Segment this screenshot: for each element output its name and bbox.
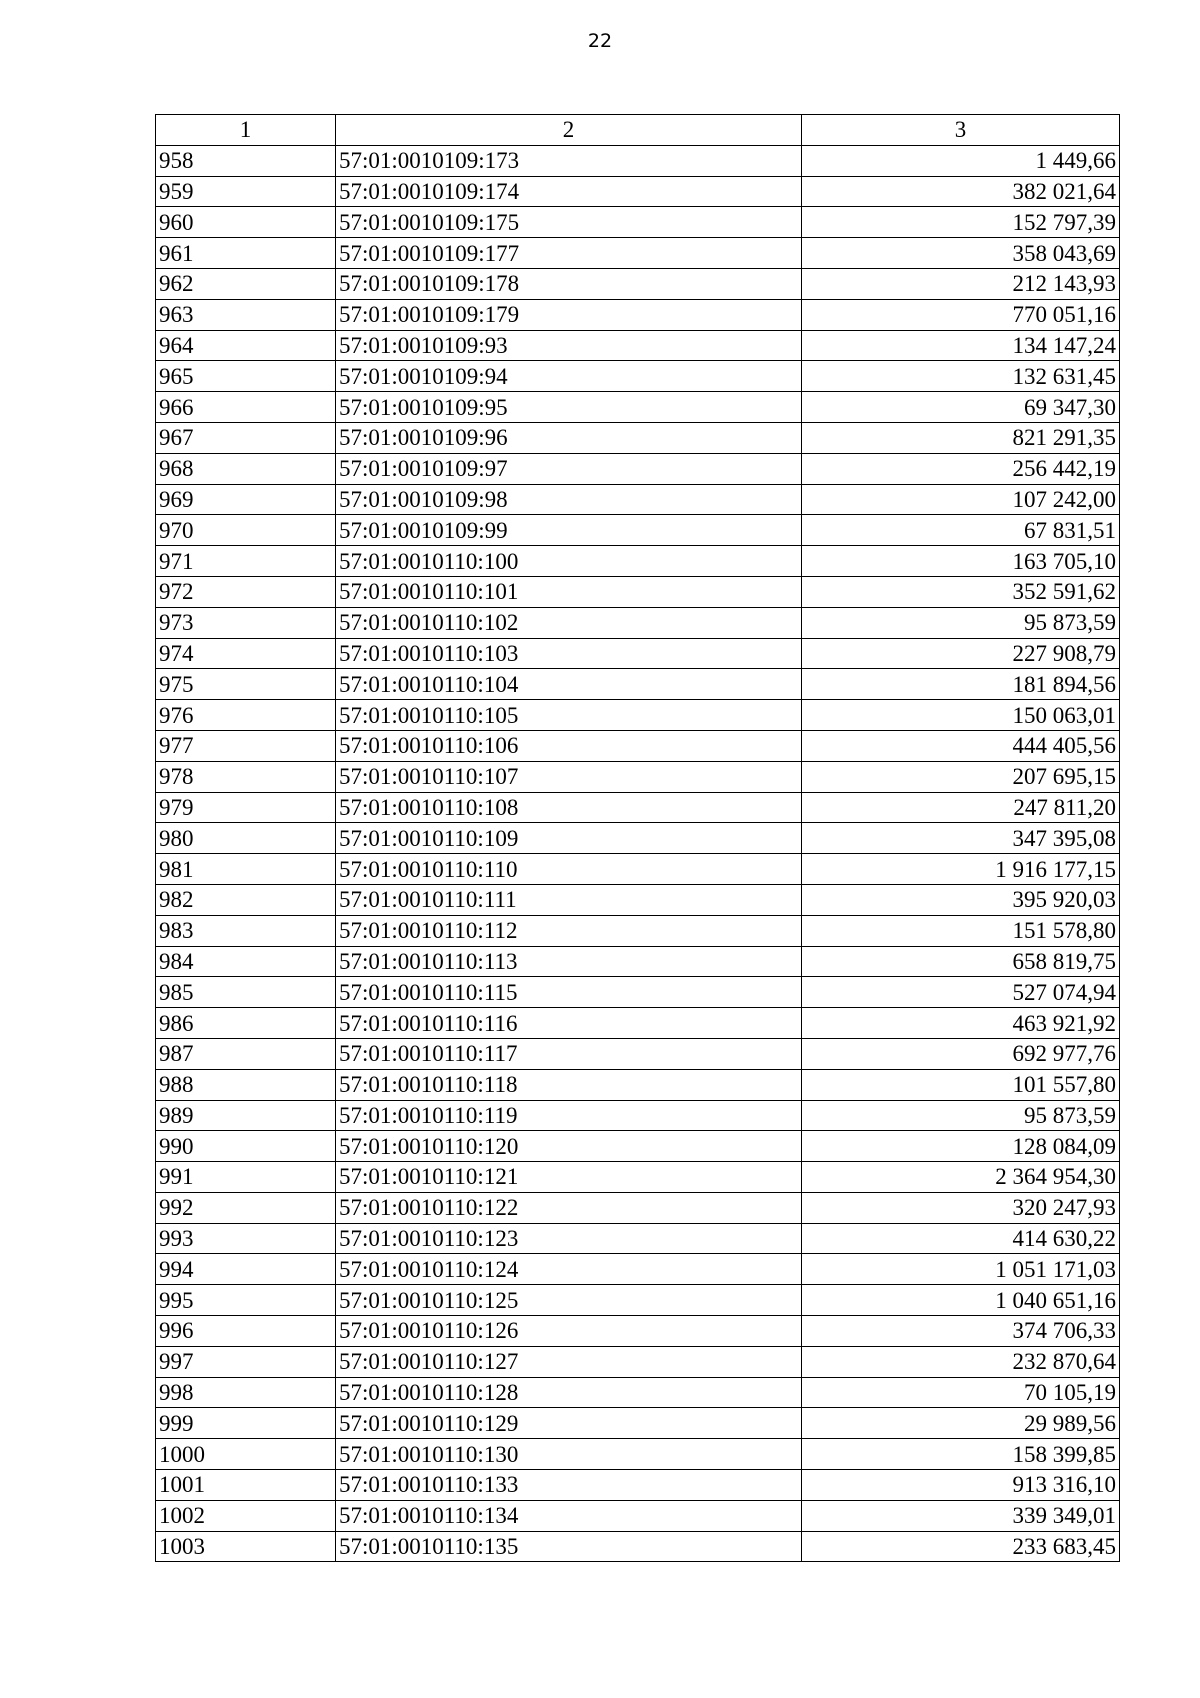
row-number-cell: 963 <box>156 299 336 330</box>
cadastral-value-cell: 770 051,16 <box>802 299 1120 330</box>
cadastral-number-cell: 57:01:0010110:121 <box>336 1162 802 1193</box>
row-number-cell: 974 <box>156 638 336 669</box>
row-number-cell: 994 <box>156 1254 336 1285</box>
column-header-3: 3 <box>802 115 1120 146</box>
row-number-cell: 971 <box>156 546 336 577</box>
row-number-cell: 969 <box>156 484 336 515</box>
table-row <box>156 823 1120 854</box>
row-number-cell: 960 <box>156 207 336 238</box>
row-number-cell: 973 <box>156 607 336 638</box>
table-row <box>156 1470 1120 1501</box>
cadastral-value-cell: 107 242,00 <box>802 484 1120 515</box>
row-number-cell: 967 <box>156 422 336 453</box>
table-row <box>156 1192 1120 1223</box>
cadastral-number-cell: 57:01:0010110:112 <box>336 915 802 946</box>
row-number-cell: 981 <box>156 854 336 885</box>
row-number-cell: 980 <box>156 823 336 854</box>
table-row <box>156 1408 1120 1439</box>
row-number-cell: 979 <box>156 792 336 823</box>
table-row <box>156 330 1120 361</box>
table-row <box>156 884 1120 915</box>
cadastral-number-cell: 57:01:0010110:135 <box>336 1531 802 1562</box>
cadastral-value-cell: 101 557,80 <box>802 1069 1120 1100</box>
table-row <box>156 453 1120 484</box>
cadastral-value-cell: 1 051 171,03 <box>802 1254 1120 1285</box>
row-number-cell: 972 <box>156 576 336 607</box>
header-row <box>156 115 1120 146</box>
table-row <box>156 700 1120 731</box>
row-number-cell: 961 <box>156 238 336 269</box>
row-number-cell: 965 <box>156 361 336 392</box>
table-row <box>156 1316 1120 1347</box>
cadastral-number-cell: 57:01:0010109:179 <box>336 299 802 330</box>
row-number-cell: 978 <box>156 761 336 792</box>
cadastral-number-cell: 57:01:0010109:99 <box>336 515 802 546</box>
cadastral-number-cell: 57:01:0010109:94 <box>336 361 802 392</box>
cadastral-value-cell: 2 364 954,30 <box>802 1162 1120 1193</box>
cadastral-number-cell: 57:01:0010110:104 <box>336 669 802 700</box>
row-number-cell: 992 <box>156 1192 336 1223</box>
table-row <box>156 576 1120 607</box>
cadastral-value-cell: 256 442,19 <box>802 453 1120 484</box>
table-row <box>156 854 1120 885</box>
cadastral-number-cell: 57:01:0010110:120 <box>336 1131 802 1162</box>
table-row <box>156 422 1120 453</box>
row-number-cell: 983 <box>156 915 336 946</box>
cadastral-number-cell: 57:01:0010110:118 <box>336 1069 802 1100</box>
row-number-cell: 988 <box>156 1069 336 1100</box>
cadastral-value-cell: 414 630,22 <box>802 1223 1120 1254</box>
row-number-cell: 993 <box>156 1223 336 1254</box>
cadastral-number-cell: 57:01:0010109:95 <box>336 392 802 423</box>
table-row <box>156 515 1120 546</box>
cadastral-value-cell: 207 695,15 <box>802 761 1120 792</box>
row-number-cell: 985 <box>156 977 336 1008</box>
column-header-1: 1 <box>156 115 336 146</box>
table-row <box>156 1439 1120 1470</box>
cadastral-value-cell: 134 147,24 <box>802 330 1120 361</box>
cadastral-value-cell: 95 873,59 <box>802 1100 1120 1131</box>
cadastral-number-cell: 57:01:0010110:110 <box>336 854 802 885</box>
table-row <box>156 299 1120 330</box>
cadastral-number-cell: 57:01:0010110:134 <box>336 1500 802 1531</box>
row-number-cell: 984 <box>156 946 336 977</box>
cadastral-number-cell: 57:01:0010109:178 <box>336 268 802 299</box>
cadastral-number-cell: 57:01:0010110:105 <box>336 700 802 731</box>
cadastral-value-cell: 339 349,01 <box>802 1500 1120 1531</box>
row-number-cell: 977 <box>156 730 336 761</box>
cadastral-number-cell: 57:01:0010110:124 <box>336 1254 802 1285</box>
table-row <box>156 361 1120 392</box>
cadastral-number-cell: 57:01:0010110:116 <box>336 1008 802 1039</box>
cadastral-value-cell: 29 989,56 <box>802 1408 1120 1439</box>
cadastral-value-cell: 151 578,80 <box>802 915 1120 946</box>
table-row <box>156 207 1120 238</box>
table-row <box>156 1285 1120 1316</box>
table-row <box>156 638 1120 669</box>
cadastral-value-cell: 181 894,56 <box>802 669 1120 700</box>
table-row <box>156 1223 1120 1254</box>
cadastral-number-cell: 57:01:0010110:106 <box>336 730 802 761</box>
table-row <box>156 1500 1120 1531</box>
table-row <box>156 1254 1120 1285</box>
table-row <box>156 546 1120 577</box>
cadastral-number-cell: 57:01:0010109:98 <box>336 484 802 515</box>
table-row <box>156 946 1120 977</box>
row-number-cell: 991 <box>156 1162 336 1193</box>
cadastral-value-cell: 233 683,45 <box>802 1531 1120 1562</box>
cadastral-number-cell: 57:01:0010110:102 <box>336 607 802 638</box>
cadastral-number-cell: 57:01:0010110:107 <box>336 761 802 792</box>
cadastral-number-cell: 57:01:0010109:175 <box>336 207 802 238</box>
table-row <box>156 1100 1120 1131</box>
cadastral-number-cell: 57:01:0010110:111 <box>336 884 802 915</box>
row-number-cell: 986 <box>156 1008 336 1039</box>
row-number-cell: 962 <box>156 268 336 299</box>
table-row <box>156 145 1120 176</box>
cadastral-value-cell: 527 074,94 <box>802 977 1120 1008</box>
cadastral-value-cell: 352 591,62 <box>802 576 1120 607</box>
row-number-cell: 989 <box>156 1100 336 1131</box>
row-number-cell: 1002 <box>156 1500 336 1531</box>
cadastral-number-cell: 57:01:0010109:93 <box>336 330 802 361</box>
cadastral-number-cell: 57:01:0010110:125 <box>336 1285 802 1316</box>
table-row <box>156 730 1120 761</box>
row-number-cell: 968 <box>156 453 336 484</box>
table-row <box>156 1069 1120 1100</box>
cadastral-number-cell: 57:01:0010109:97 <box>336 453 802 484</box>
table-row <box>156 1377 1120 1408</box>
column-header-2: 2 <box>336 115 802 146</box>
cadastral-value-cell: 1 040 651,16 <box>802 1285 1120 1316</box>
cadastral-value-cell: 227 908,79 <box>802 638 1120 669</box>
table-body <box>156 145 1120 1562</box>
cadastral-value-cell: 70 105,19 <box>802 1377 1120 1408</box>
cadastral-number-cell: 57:01:0010110:122 <box>336 1192 802 1223</box>
cadastral-number-cell: 57:01:0010110:100 <box>336 546 802 577</box>
cadastral-value-cell: 374 706,33 <box>802 1316 1120 1347</box>
table-row <box>156 1531 1120 1562</box>
table-row <box>156 392 1120 423</box>
cadastral-number-cell: 57:01:0010110:109 <box>336 823 802 854</box>
table-row <box>156 792 1120 823</box>
table-row <box>156 1131 1120 1162</box>
table-row <box>156 1346 1120 1377</box>
cadastral-number-cell: 57:01:0010110:119 <box>336 1100 802 1131</box>
cadastral-value-cell: 1 916 177,15 <box>802 854 1120 885</box>
cadastral-value-cell: 67 831,51 <box>802 515 1120 546</box>
cadastral-number-cell: 57:01:0010110:101 <box>336 576 802 607</box>
row-number-cell: 1000 <box>156 1439 336 1470</box>
cadastral-number-cell: 57:01:0010110:113 <box>336 946 802 977</box>
row-number-cell: 987 <box>156 1038 336 1069</box>
table-row <box>156 238 1120 269</box>
row-number-cell: 959 <box>156 176 336 207</box>
cadastral-value-cell: 444 405,56 <box>802 730 1120 761</box>
table-header <box>156 115 1120 146</box>
table-row <box>156 761 1120 792</box>
cadastral-value-cell: 347 395,08 <box>802 823 1120 854</box>
cadastral-value-cell: 128 084,09 <box>802 1131 1120 1162</box>
cadastral-value-cell: 382 021,64 <box>802 176 1120 207</box>
cadastral-value-cell: 69 347,30 <box>802 392 1120 423</box>
table-row <box>156 1162 1120 1193</box>
row-number-cell: 966 <box>156 392 336 423</box>
cadastral-value-cell: 358 043,69 <box>802 238 1120 269</box>
table-row <box>156 1038 1120 1069</box>
row-number-cell: 976 <box>156 700 336 731</box>
row-number-cell: 982 <box>156 884 336 915</box>
cadastral-number-cell: 57:01:0010110:129 <box>336 1408 802 1439</box>
table-row <box>156 915 1120 946</box>
cadastral-number-cell: 57:01:0010110:123 <box>336 1223 802 1254</box>
cadastral-value-cell: 247 811,20 <box>802 792 1120 823</box>
cadastral-number-cell: 57:01:0010109:177 <box>336 238 802 269</box>
cadastral-number-cell: 57:01:0010110:103 <box>336 638 802 669</box>
cadastral-number-cell: 57:01:0010110:126 <box>336 1316 802 1347</box>
cadastral-value-cell: 150 063,01 <box>802 700 1120 731</box>
cadastral-value-cell: 1 449,66 <box>802 145 1120 176</box>
cadastral-number-cell: 57:01:0010110:128 <box>336 1377 802 1408</box>
table-row <box>156 1008 1120 1039</box>
cadastral-value-cell: 152 797,39 <box>802 207 1120 238</box>
cadastral-value-cell: 658 819,75 <box>802 946 1120 977</box>
cadastral-value-cell: 212 143,93 <box>802 268 1120 299</box>
cadastral-number-cell: 57:01:0010109:173 <box>336 145 802 176</box>
table-row <box>156 977 1120 1008</box>
cadastral-value-cell: 395 920,03 <box>802 884 1120 915</box>
row-number-cell: 964 <box>156 330 336 361</box>
row-number-cell: 995 <box>156 1285 336 1316</box>
cadastral-value-table <box>155 114 1120 1562</box>
cadastral-number-cell: 57:01:0010110:127 <box>336 1346 802 1377</box>
table-row <box>156 176 1120 207</box>
row-number-cell: 958 <box>156 145 336 176</box>
cadastral-number-cell: 57:01:0010110:117 <box>336 1038 802 1069</box>
row-number-cell: 1003 <box>156 1531 336 1562</box>
row-number-cell: 990 <box>156 1131 336 1162</box>
cadastral-value-cell: 821 291,35 <box>802 422 1120 453</box>
row-number-cell: 997 <box>156 1346 336 1377</box>
cadastral-number-cell: 57:01:0010109:96 <box>336 422 802 453</box>
row-number-cell: 970 <box>156 515 336 546</box>
cadastral-value-cell: 132 631,45 <box>802 361 1120 392</box>
cadastral-value-cell: 692 977,76 <box>802 1038 1120 1069</box>
page-number: 22 <box>587 30 613 52</box>
row-number-cell: 975 <box>156 669 336 700</box>
table-row <box>156 268 1120 299</box>
cadastral-number-cell: 57:01:0010110:108 <box>336 792 802 823</box>
cadastral-value-cell: 158 399,85 <box>802 1439 1120 1470</box>
row-number-cell: 1001 <box>156 1470 336 1501</box>
cadastral-value-cell: 232 870,64 <box>802 1346 1120 1377</box>
cadastral-number-cell: 57:01:0010110:115 <box>336 977 802 1008</box>
cadastral-number-cell: 57:01:0010109:174 <box>336 176 802 207</box>
row-number-cell: 998 <box>156 1377 336 1408</box>
cadastral-number-cell: 57:01:0010110:130 <box>336 1439 802 1470</box>
cadastral-value-cell: 320 247,93 <box>802 1192 1120 1223</box>
cadastral-value-cell: 463 921,92 <box>802 1008 1120 1039</box>
cadastral-value-cell: 163 705,10 <box>802 546 1120 577</box>
table-row <box>156 484 1120 515</box>
table-row <box>156 607 1120 638</box>
cadastral-value-cell: 95 873,59 <box>802 607 1120 638</box>
row-number-cell: 999 <box>156 1408 336 1439</box>
cadastral-value-cell: 913 316,10 <box>802 1470 1120 1501</box>
cadastral-number-cell: 57:01:0010110:133 <box>336 1470 802 1501</box>
table-row <box>156 669 1120 700</box>
row-number-cell: 996 <box>156 1316 336 1347</box>
